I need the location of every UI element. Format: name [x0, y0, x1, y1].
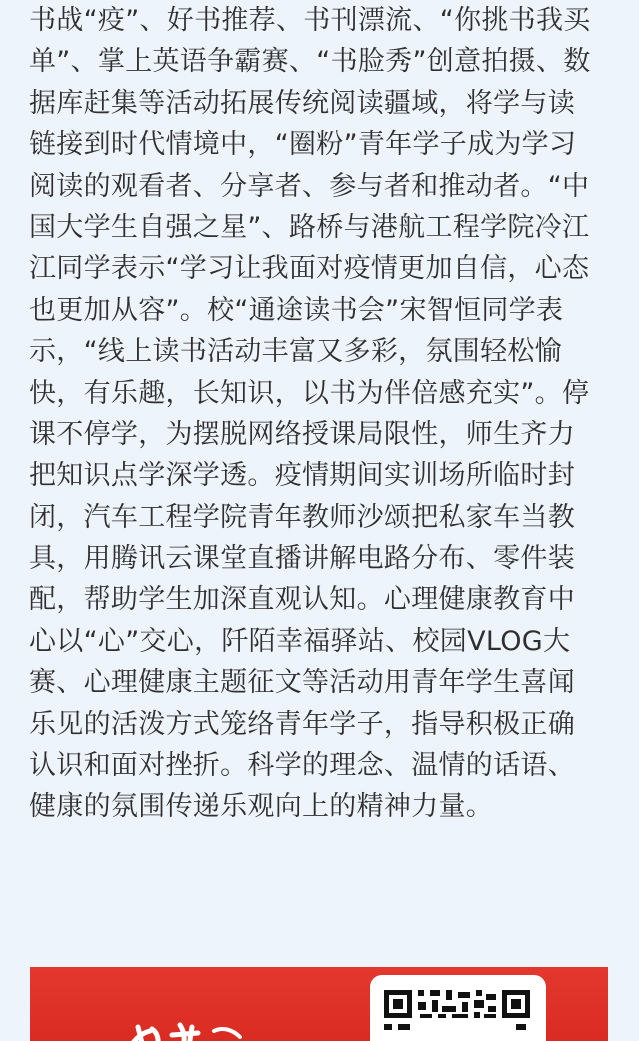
article-line-5: 阅读的观看者、分享者、参与者和推动者。“中 — [29, 170, 590, 202]
qr-code-frame — [370, 975, 546, 1041]
article-line-14: 具，用腾讯云课堂直播讲解电路分布、零件装 — [29, 543, 575, 575]
article-line-7: 江同学表示“学习让我面对疫情更加自信，心态 — [29, 253, 590, 285]
promo-banner — [30, 967, 608, 1041]
article-line-20: 健康的氛围传递乐观向上的精神力量。 — [29, 791, 494, 823]
article-line-13: 闭，汽车工程学院青年教师沙颂把私家车当教 — [29, 501, 575, 533]
article-line-10: 快，有乐趣，长知识，以书为伴倍感充实”。停 — [29, 377, 590, 409]
article-line-2: 单”、掌上英语争霸赛、“书脸秀”创意拍摄、数 — [29, 46, 591, 78]
article-line-12: 把知识点学深学透。疫情期间实训场所临时封 — [29, 460, 575, 492]
article-line-19: 认识和面对挫折。科学的理念、温情的话语、 — [29, 750, 575, 782]
article-line-9: 示，“线上读书活动丰富又多彩，氛围轻松愉 — [29, 336, 562, 368]
article-body — [29, 0, 614, 828]
article-line-4: 链接到时代情境中，“圈粉”青年学子成为学习 — [29, 129, 577, 161]
article-line-1: 书战“疫”、好书推荐、书刊漂流、“你挑书我买 — [29, 5, 591, 36]
article-line-3: 据库赶集等活动拓展传统阅读疆域，将学与读 — [29, 87, 575, 119]
article-line-16: 心以“心”交心，阡陌幸福驿站、校园VLOG大 — [29, 625, 571, 657]
article-line-8: 也更加从容”。校“通途读书会”宋智恒同学表 — [29, 294, 564, 326]
article-line-11: 课不停学，为摆脱网络授课局限性，师生齐力 — [29, 418, 575, 450]
article-line-18: 乐见的活泼方式笼络青年学子，指导积极正确 — [29, 708, 575, 740]
article-line-17: 赛、心理健康主题征文等活动用青年学生喜闻 — [29, 667, 575, 699]
calligraphy-logo-icon — [122, 1017, 252, 1041]
article-line-6: 国大学生自强之星”、路桥与港航工程学院冷江 — [29, 211, 590, 243]
qr-code-icon — [382, 988, 532, 1041]
article-line-15: 配，帮助学生加深直观认知。心理健康教育中 — [29, 584, 575, 616]
